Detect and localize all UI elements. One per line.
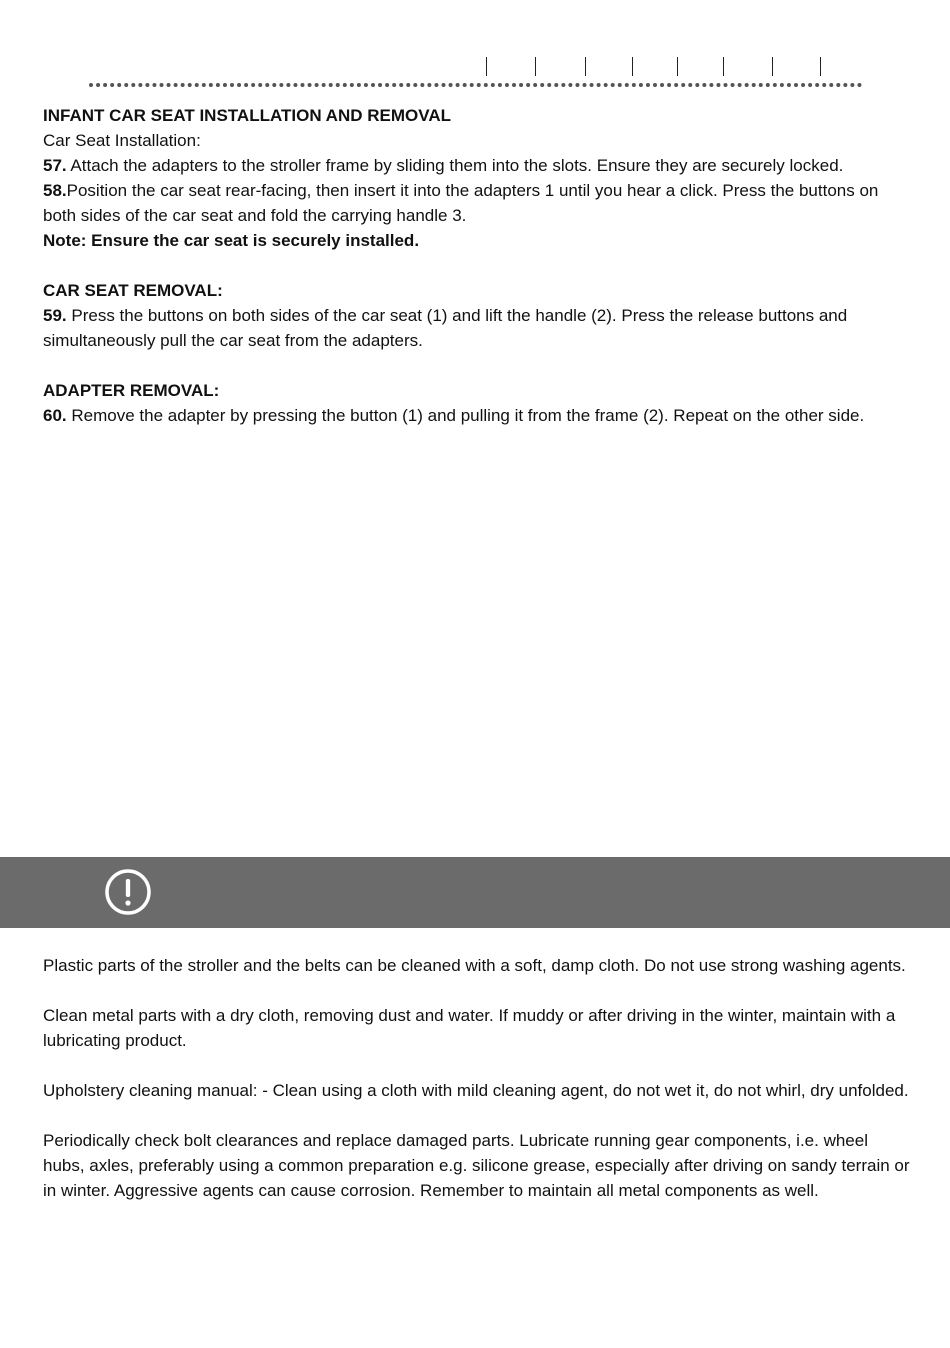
section-title-adapter: ADAPTER REMOVAL: (43, 381, 220, 400)
section-title-removal: CAR SEAT REMOVAL: (43, 281, 223, 300)
step-text: Position the car seat rear-facing, then insert it into the adapters 1 until you hear a click. Press the buttons on both sides of the car seat and fold the carrying handle 3. (43, 181, 879, 225)
install-note: Note: Ensure the car seat is securely installed. (43, 231, 420, 250)
step-number: 57. (43, 156, 67, 175)
exclamation-circle-icon (104, 868, 152, 916)
step-59 (43, 303, 908, 353)
tick-mark (585, 57, 586, 76)
maintenance-paragraph: Plastic parts of the stroller and the belts can be cleaned with a soft, damp cloth. Do not use strong washing agents. (43, 956, 906, 975)
dotted-divider (88, 77, 868, 89)
maintenance-section (43, 953, 913, 1228)
tick-mark (535, 57, 536, 76)
maintenance-paragraph: Periodically check bolt clearances and replace damaged parts. Lubricate running gear components, i.e. wheel hubs, axles, preferably using a common preparation e.g. silicone grease, especially after driving on sandy terrain or in winter. Aggressive agents can cause corrosion. Remember to maintain all metal components as well. (43, 1131, 910, 1200)
step-number: 60. (43, 406, 67, 425)
install-subtitle: Car Seat Installation: (43, 131, 201, 150)
step-text: Press the buttons on both sides of the car seat (1) and lift the handle (2). Press the release buttons and simultaneously pull the car seat from the adapters. (43, 306, 848, 350)
step-text: Remove the adapter by pressing the button (1) and pulling it from the frame (2). Repeat on the other side. (66, 406, 865, 425)
step-number: 59. (43, 306, 67, 325)
step-60 (43, 403, 908, 428)
step-text: Attach the adapters to the stroller frame by sliding them into the slots. Ensure they are securely locked. (66, 156, 844, 175)
tick-mark (677, 57, 678, 76)
step-57 (43, 153, 908, 178)
section-title-install: INFANT CAR SEAT INSTALLATION AND REMOVAL (43, 106, 451, 125)
tick-mark (486, 57, 487, 76)
header-tick-marks (0, 57, 950, 77)
step-58 (43, 178, 908, 228)
step-number: 58. (43, 181, 67, 200)
tick-mark (632, 57, 633, 76)
tick-mark (772, 57, 773, 76)
warning-bar (0, 857, 950, 928)
tick-mark (723, 57, 724, 76)
maintenance-paragraph: Clean metal parts with a dry cloth, removing dust and water. If muddy or after driving in the winter, maintain with a lubricating product. (43, 1006, 896, 1050)
maintenance-paragraph: Upholstery cleaning manual: - Clean using a cloth with mild cleaning agent, do not wet it, do not whirl, dry unfolded. (43, 1081, 909, 1100)
tick-mark (820, 57, 821, 76)
installation-section (43, 103, 908, 428)
